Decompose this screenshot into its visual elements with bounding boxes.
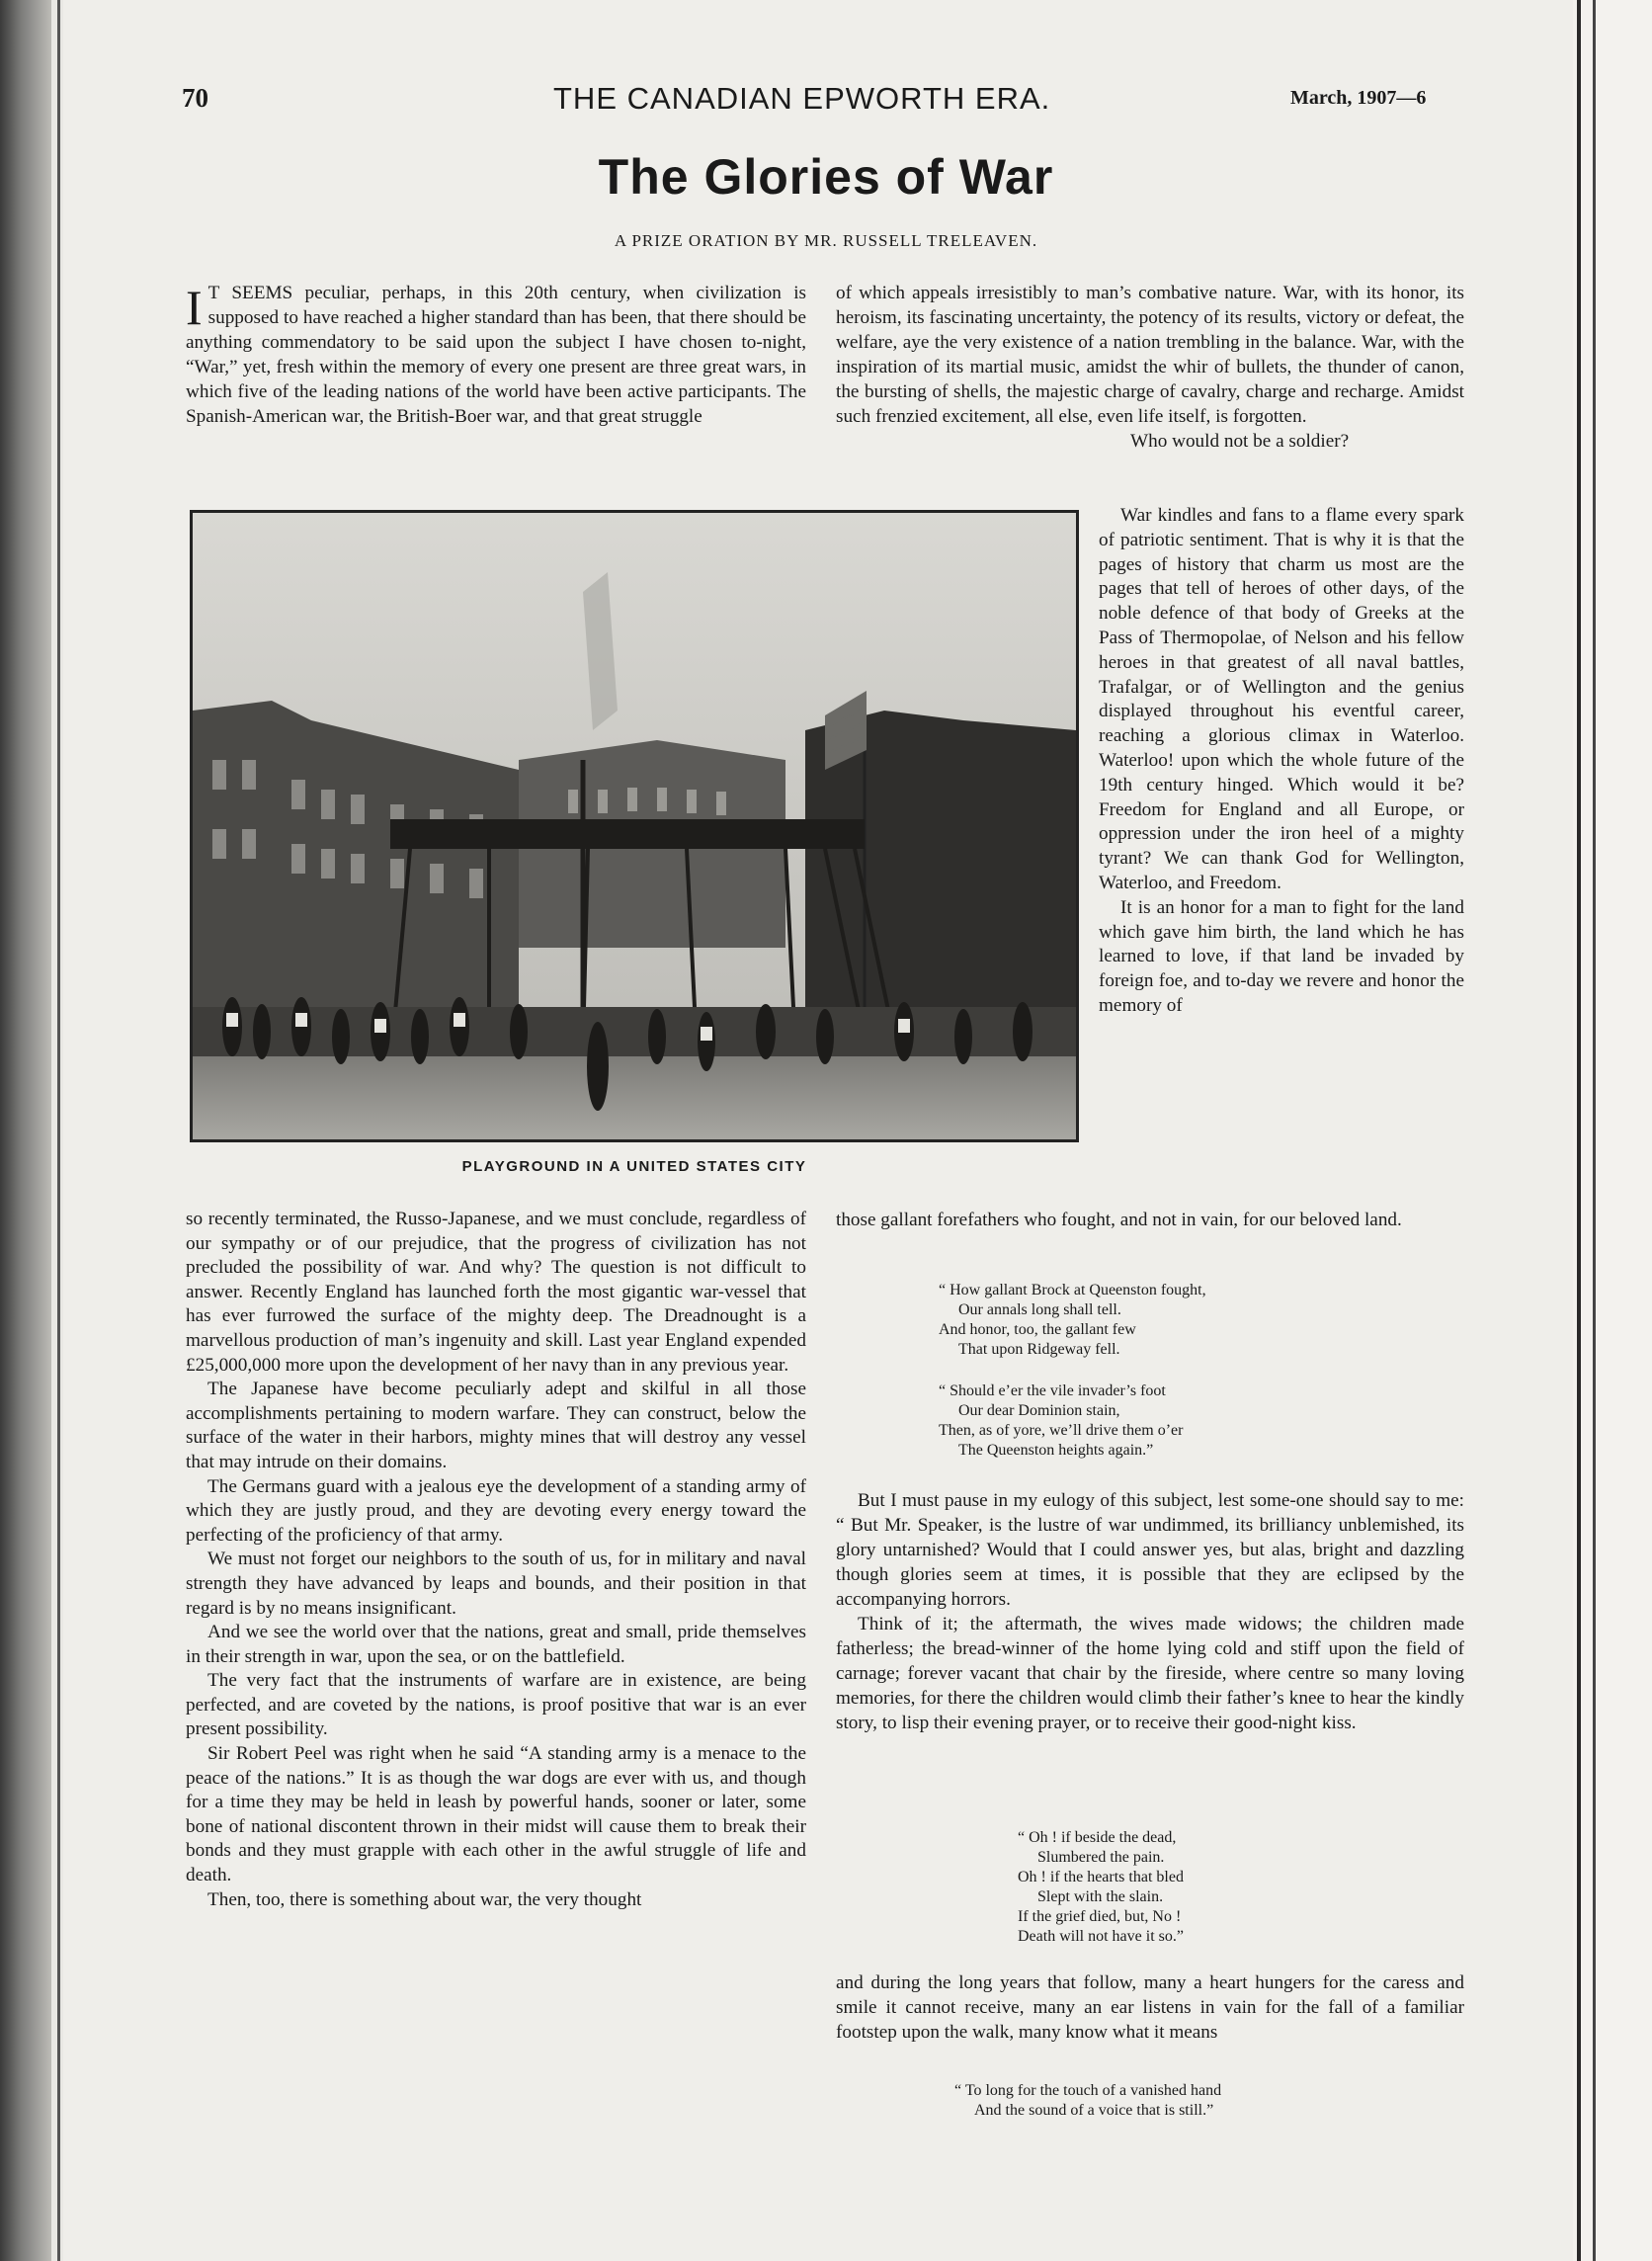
issue-date: March, 1907—6 bbox=[1290, 87, 1427, 109]
paragraph: War kindles and fans to a flame every spark of patriotic sentiment. That is why it is that the pages of history that charm us most are the pages that tell of heroes of other days, of the noble defence of that body of Greeks at the Pass of Thermopolae, of Nelson and his fellow heroes in that greatest of all naval battles, Trafalgar, or of Wellington and the genius displayed throughout his eventful career, reaching a glorious climax in Waterloo. Waterloo! upon which the whole future of the 19th century hinged. Which would it be? Freedom for England and all Europe, or oppression under the iron heel of a mighty tyrant? We can thank God for Wellington, Waterloo, and Freedom. bbox=[1099, 505, 1464, 893]
poem-stanza: “ Oh ! if beside the dead, Slumbered the pain. Oh ! if the hearts that bled Slept with the slain. If the grief died, but, No ! Death will not have it so.” bbox=[1018, 1829, 1184, 1945]
right-column-top bbox=[836, 281, 1464, 454]
page-number: 70 bbox=[182, 83, 208, 113]
drop-cap: I bbox=[186, 280, 203, 335]
poem-stanza: “ How gallant Brock at Queenston fought, Our annals long shall tell. And honor, too, the gallant few That upon Ridgeway fell. bbox=[939, 1282, 1206, 1358]
poem-couplet: “ To long for the touch of a vanished hand And the sound of a voice that is still.” bbox=[954, 2082, 1222, 2119]
paragraph: so recently terminated, the Russo-Japanese, and we must conclude, regardless of our sympathy or of our prejudice, that the progress of civilization has not precluded the possibility of war. And why? The question is not difficult to answer. Recently England has launched forth the most gigantic war-vessel that has ever furrowed the surface of the mighty deep. The Dreadnought is a marvellous production of man’s ingenuity and skill. Last year England expended £25,000,000 more upon the development of her navy than in any previous year. bbox=[186, 1209, 806, 1376]
page-edge-line bbox=[1593, 0, 1596, 2261]
scan-binding-left bbox=[0, 0, 51, 2261]
playground-photo bbox=[193, 513, 1076, 1139]
article-photo bbox=[190, 510, 1079, 1142]
paragraph: The very fact that the instruments of warfare are in existence, are being perfected, and are coveted by the nations, is proof positive that war is an ever present possibility. bbox=[186, 1670, 806, 1740]
paragraph: The Germans guard with a jealous eye the development of a standing army of which they are justly proud, and they are devoting every energy toward the perfecting of the proficiency of that army. bbox=[186, 1475, 806, 1546]
scan-margin-right bbox=[1573, 0, 1652, 2261]
paragraph: Who would not be a soldier? bbox=[1130, 431, 1350, 452]
paragraph: those gallant forefathers who fought, and not in vain, for our beloved land. bbox=[836, 1210, 1402, 1230]
opening-paragraph: I T SEEMS peculiar, perhaps, in this 20th century, when civilization is supposed to have reached a higher standard than has been, that there should be anything commendatory to be said upon the subject I have chosen to-night, “War,” yet, fresh within the memory of every one present are three great wars, in which five of the leading nations of the world have been active participants. The Spanish-American war, the British-Boer war, and that great struggle bbox=[186, 280, 806, 427]
journal-title: THE CANADIAN EPWORTH ERA. bbox=[553, 81, 1051, 116]
right-column-continued bbox=[836, 1208, 1464, 1232]
left-column-bottom bbox=[186, 1208, 806, 1912]
right-column-beside-photo bbox=[1099, 504, 1464, 1019]
paragraph: and during the long years that follow, many a heart hungers for the caress and smile it cannot receive, many an ear listens in vain for the fall of a familiar footstep upon the walk, many know what it means bbox=[836, 1972, 1464, 2043]
article-byline: A PRIZE ORATION BY MR. RUSSELL TRELEAVEN. bbox=[614, 231, 1038, 250]
photo-caption: PLAYGROUND IN A UNITED STATES CITY bbox=[461, 1158, 807, 1175]
paragraph: Think of it; the aftermath, the wives made widows; the children made fatherless; the bread-winner of the home lying cold and stiff upon the field of carnage; forever vacant that chair by the fireside, where centre so many loving memories, for there the children would climb their father’s knee to hear the kindly story, to lisp their evening prayer, or to receive their good-night kiss. bbox=[836, 1614, 1464, 1733]
page-edge-line bbox=[1577, 0, 1581, 2261]
paragraph: And we see the world over that the nations, great and small, pride themselves in their strength in war, upon the sea, or on the battlefield. bbox=[186, 1622, 806, 1667]
scan-gutter-line bbox=[57, 0, 60, 2261]
right-column-end bbox=[836, 1970, 1464, 2045]
poem-stanza: “ Should e’er the vile invader’s foot Our dear Dominion stain, Then, as of yore, we’ll drive them o’er The Queenston heights again.” bbox=[939, 1382, 1184, 1459]
paragraph: It is an honor for a man to fight for the land which gave him birth, the land which he has learned to love, if that land be invaded by foreign foe, and to-day we revere and honor the memory of bbox=[1099, 896, 1464, 1016]
paragraph: of which appeals irresistibly to man’s combative nature. War, with its honor, its heroism, its fascinating uncertainty, the potency of its results, victory or defeat, the welfare, aye the very existence of a nation trembling in the balance. War, with the inspiration of its martial music, amidst the whir of bullets, the thunder of canon, the bursting of shells, the majestic charge of cavalry, charge and recharge. Amidst such frenzied excitement, all else, even life itself, is forgotten. bbox=[836, 283, 1464, 427]
paragraph: We must not forget our neighbors to the south of us, for in military and naval strength they have advanced by leaps and bounds, and their position in that regard is by no means insignificant. bbox=[186, 1549, 806, 1619]
right-column-lower bbox=[836, 1488, 1464, 1735]
article-title: The Glories of War bbox=[598, 149, 1054, 205]
left-column-top bbox=[186, 281, 806, 429]
paragraph: The Japanese have become peculiarly adept and skilful in all those accomplishments pertaining to modern warfare. They can construct, below the surface of the water in their harbors, mighty mines that will destroy any vessel that may intrude on their domains. bbox=[186, 1379, 806, 1472]
paragraph: But I must pause in my eulogy of this subject, lest some-one should say to me: “ But Mr. Speaker, is the lustre of war undimmed, its brilliancy unblemished, its glory untarnished? Would that I could answer yes, but alas, bright and dazzling though glories seem at times, it is possible that they are eclipsed by the accompanying horrors. bbox=[836, 1490, 1464, 1610]
paragraph: Sir Robert Peel was right when he said “A standing army is a menace to the peace of the nations.” It is as though the war dogs are ever with us, and though for a time they may be held in leash by powerful hands, sooner or later, some bone of national discontent thrown in their midst will cause them to break their bonds and they must grapple with each other in the awful struggle of life and death. bbox=[186, 1743, 806, 1886]
paragraph: Then, too, there is something about war, the very thought bbox=[207, 1888, 642, 1910]
